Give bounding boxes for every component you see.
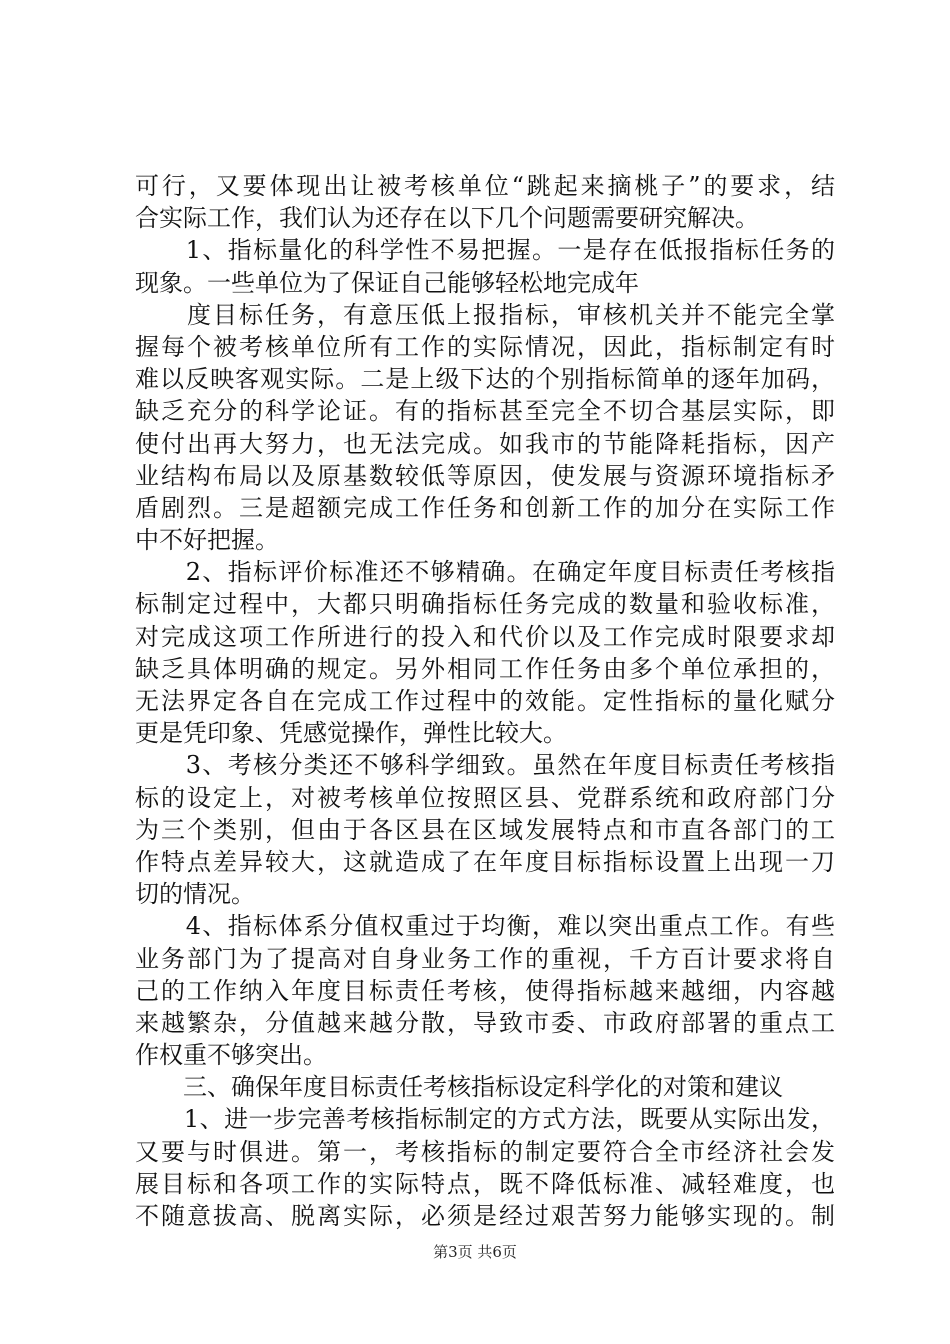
text-line: 2、指标评价标准还不够精确。在确定年度目标责任考核指 [135,558,835,587]
text-line: 不随意拔高、脱离实际，必须是经过艰苦努力能够实现的。制 [135,1202,835,1230]
text-line: 现象。一些单位为了保证自己能够轻松地完成年 [135,268,639,297]
document-body [135,170,835,1232]
text-line: 作特点差异较大，这就造成了在年度目标指标设置上出现一刀 [135,847,835,876]
text-line: 3、考核分类还不够科学细致。虽然在年度目标责任考核指 [135,751,835,780]
text-line: 又要与时俱进。第一，考核指标的制定要符合全市经济社会发 [135,1137,835,1166]
text-line: 使付出再大努力，也无法完成。如我市的节能降耗指标，因产 [135,429,835,458]
text-line: 标的设定上，对被考核单位按照区县、党群系统和政府部门分 [135,783,835,812]
text-line: 业务部门为了提高对自身业务工作的重视，千方百计要求将自 [135,944,835,973]
text-line: 缺乏充分的科学论证。有的指标甚至完全不切合基层实际，即 [135,397,835,426]
text-line: 更是凭印象、凭感觉操作，弹性比较大。 [135,719,567,748]
text-line: 业结构布局以及原基数较低等原因，使发展与资源环境指标矛 [135,461,835,490]
text-line: 三、确保年度目标责任考核指标设定科学化的对策和建议 [135,1073,783,1102]
text-line: 度目标任务，有意压低上报指标，审核机关并不能完全掌 [135,300,835,329]
text-line: 1、指标量化的科学性不易把握。一是存在低报指标任务的 [135,236,835,265]
text-line: 可行，又要体现出让被考核单位“跳起来摘桃子”的要求，结 [135,172,835,200]
text-line: 切的情况。 [135,880,255,909]
text-line: 合实际工作，我们认为还存在以下几个问题需要研究解决。 [135,204,759,233]
page-number-footer: 第3页 共6页 [433,1243,517,1261]
text-line: 盾剧烈。三是超额完成工作任务和创新工作的加分在实际工作 [135,493,835,522]
text-line: 4、指标体系分值权重过于均衡，难以突出重点工作。有些 [135,912,835,941]
text-line: 缺乏具体明确的规定。另外相同工作任务由多个单位承担的， [135,654,835,683]
text-line: 作权重不够突出。 [135,1041,327,1070]
text-line: 握每个被考核单位所有工作的实际情况，因此，指标制定有时 [135,332,835,361]
text-line: 难以反映客观实际。二是上级下达的个别指标简单的逐年加码， [135,365,835,394]
text-line: 1、进一步完善考核指标制定的方式方法，既要从实际出发， [135,1105,835,1134]
text-line: 标制定过程中，大都只明确指标任务完成的数量和验收标准， [135,590,835,619]
text-line: 己的工作纳入年度目标责任考核，使得指标越来越细，内容越 [135,976,835,1005]
text-line: 展目标和各项工作的实际特点，既不降低标准、减轻难度，也 [135,1169,835,1198]
text-line: 中不好把握。 [135,526,279,555]
text-line: 来越繁杂，分值越来越分散，导致市委、市政府部署的重点工 [135,1008,835,1037]
text-line: 无法界定各自在完成工作过程中的效能。定性指标的量化赋分 [135,687,835,715]
text-line: 为三个类别，但由于各区县在区域发展特点和市直各部门的工 [135,815,835,844]
text-line: 对完成这项工作所进行的投入和代价以及工作完成时限要求却 [135,622,835,651]
